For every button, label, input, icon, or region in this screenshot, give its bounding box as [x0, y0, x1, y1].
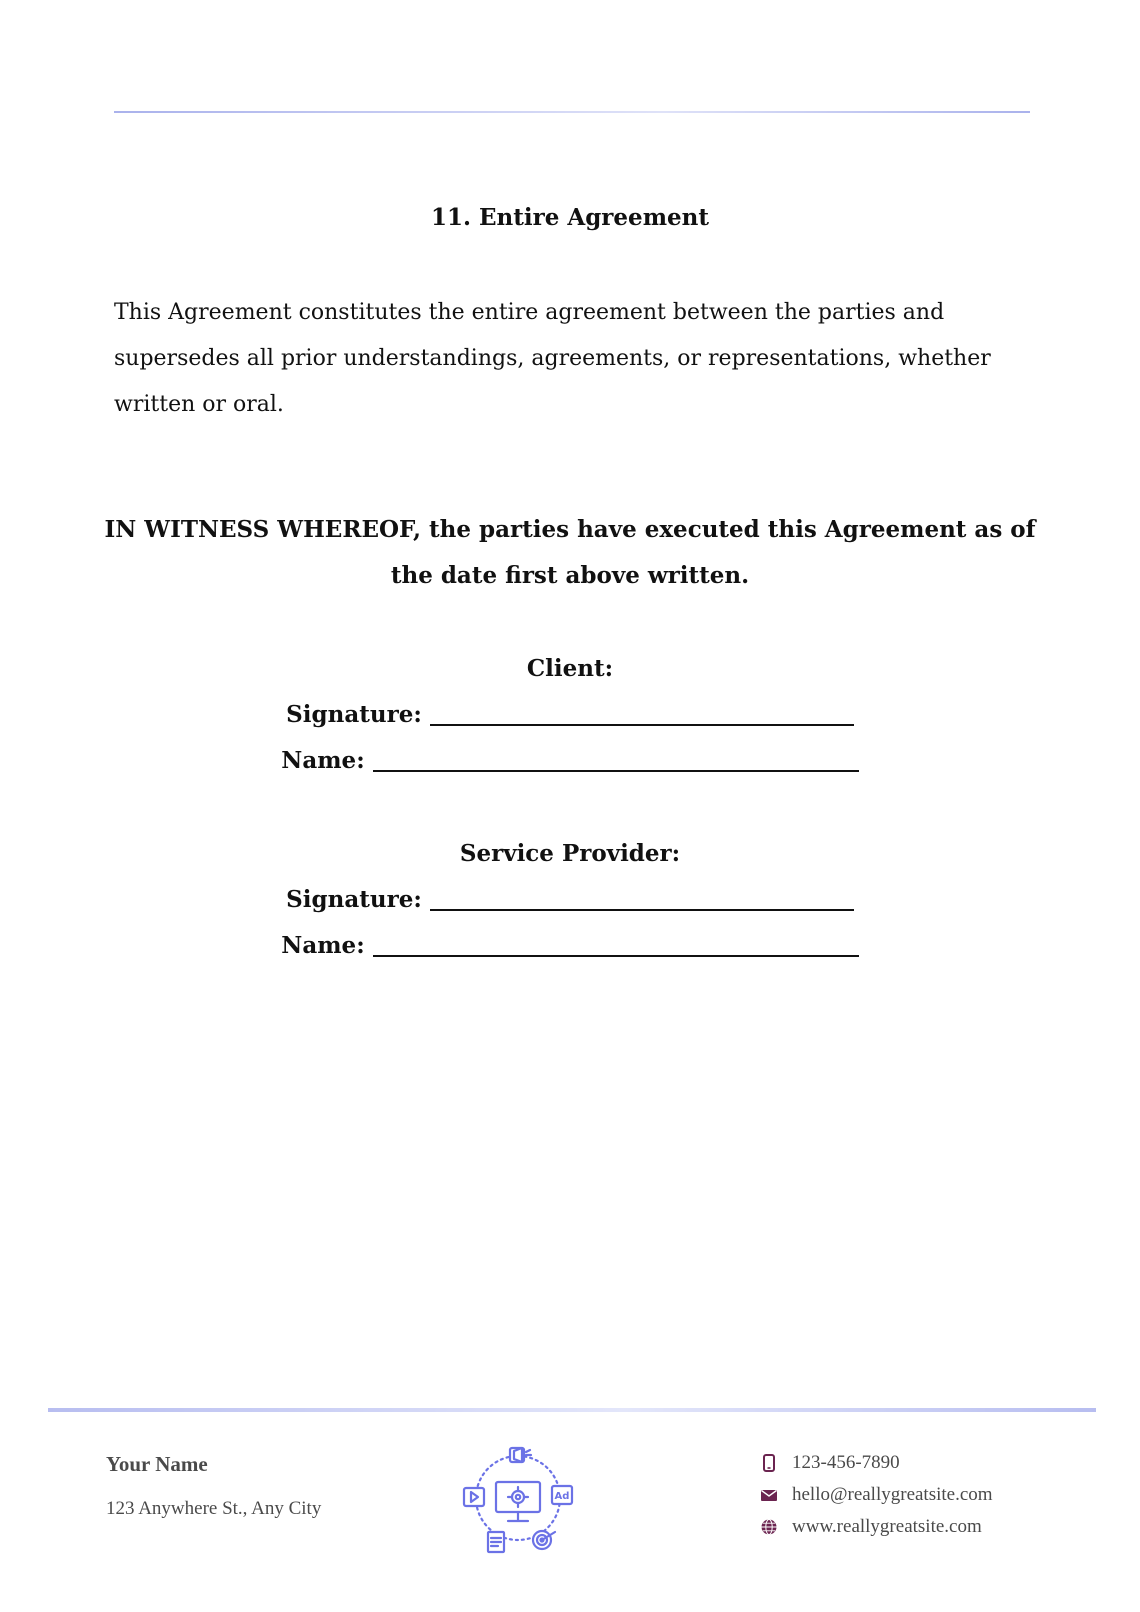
client-title: Client: [526, 655, 614, 682]
digital-marketing-icon [460, 1440, 576, 1556]
client-signature-block [0, 646, 1140, 784]
witness-statement: IN WITNESS WHEREOF, the parties have executed this Agreement as of the date first above written. [104, 516, 1036, 589]
client-signature-label: Signature: [286, 701, 422, 728]
website-text: www.reallygreatsite.com [792, 1516, 982, 1537]
header-divider [114, 111, 1030, 113]
client-signature-row [0, 692, 1140, 738]
provider-name-label: Name: [281, 932, 365, 959]
provider-signature-row [0, 877, 1140, 923]
section-heading: 11. Entire Agreement [430, 204, 710, 231]
mail-icon [760, 1486, 778, 1504]
provider-signature-block [0, 831, 1140, 969]
contact-phone[interactable] [760, 1452, 900, 1474]
agreement-paragraph: This Agreement constitutes the entire agreement between the parties and supersedes all prior understandings, agreements, or representations, whether written or oral. [114, 300, 991, 417]
footer-address: 123 Anywhere St., Any City [106, 1498, 322, 1519]
footer-divider [48, 1408, 1096, 1412]
provider-name-field[interactable] [373, 931, 859, 957]
footer-name: Your Name [106, 1452, 208, 1476]
provider-signature-field[interactable] [430, 885, 854, 911]
contact-website[interactable] [760, 1516, 982, 1538]
email-text: hello@reallygreatsite.com [792, 1484, 993, 1505]
phone-text: 123-456-7890 [792, 1452, 900, 1473]
client-name-field[interactable] [373, 746, 859, 772]
provider-title: Service Provider: [459, 840, 681, 867]
contact-email[interactable] [760, 1484, 993, 1506]
client-name-row [0, 738, 1140, 784]
client-signature-field[interactable] [430, 700, 854, 726]
provider-signature-label: Signature: [286, 886, 422, 913]
phone-icon [760, 1454, 778, 1472]
svg-text:Ad: Ad [554, 1491, 570, 1502]
provider-name-row [0, 923, 1140, 969]
client-name-label: Name: [281, 747, 365, 774]
globe-icon [760, 1518, 778, 1536]
